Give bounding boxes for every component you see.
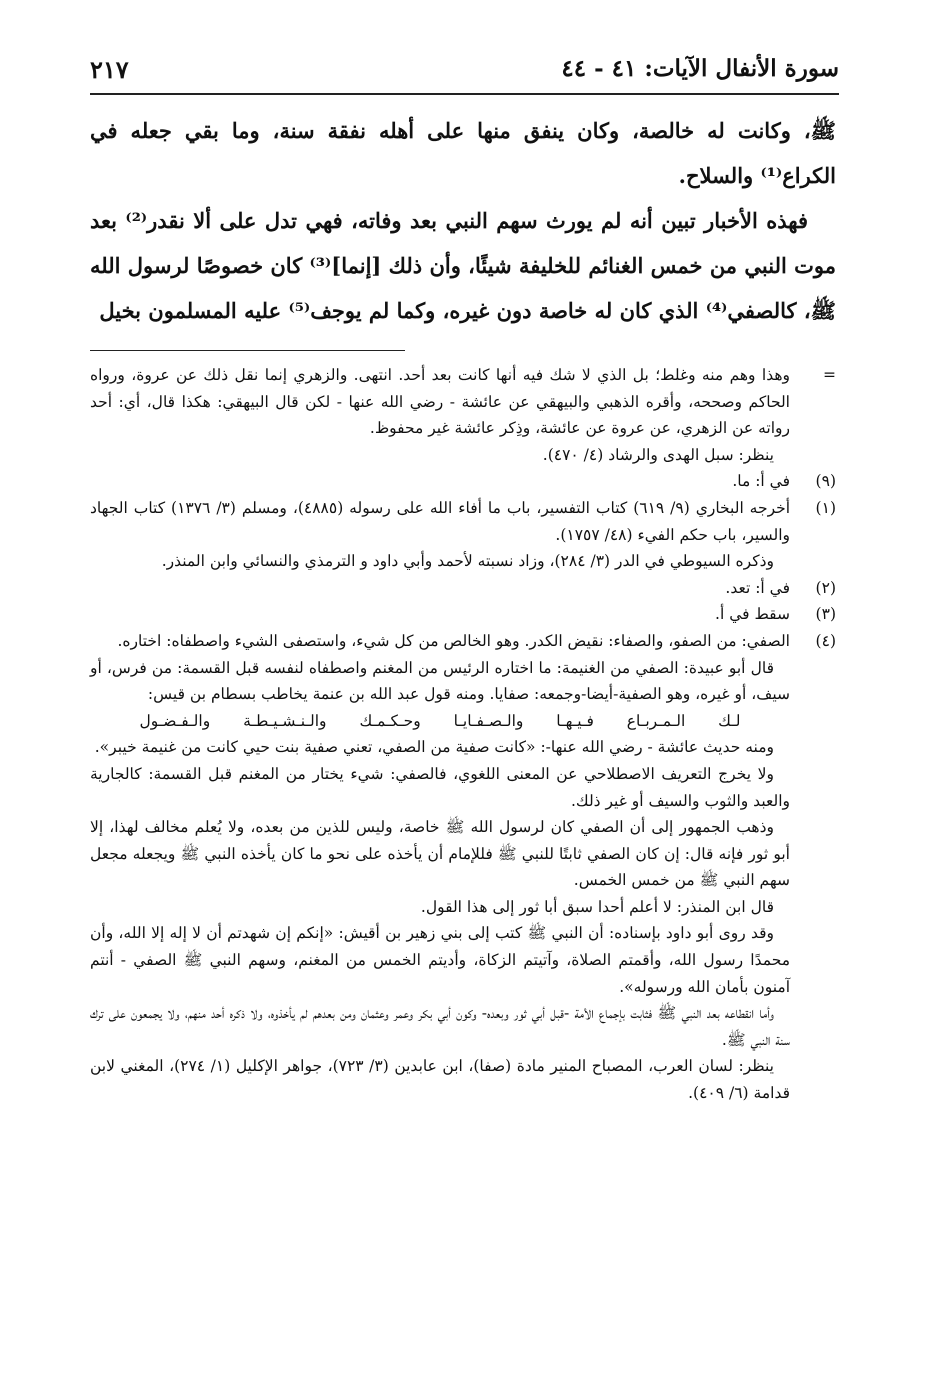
footnote-continuation: ينظر: سبل الهدى والرشاد (٤/ ٤٧٠). (542, 445, 774, 464)
footnote-text: الصفي: من الصفو، والصفاء: نقيض الكدر. وهو الخالص من كل شيء، واستصفى الشيء واصطفاه: اختاره. (117, 631, 790, 650)
footnote-mark: (٣) (815, 605, 836, 624)
footnote-text: في أ: تعد. (725, 578, 790, 597)
footnote-mark: = (823, 366, 836, 384)
running-title: سورة الأنفال الآيات: ٤١ - ٤٤ (561, 55, 839, 82)
footnote-separator (90, 350, 405, 351)
page-header (90, 55, 839, 95)
footnote-4 (90, 628, 836, 655)
footnote-continuation: وأما انقطاعه بعد النبي ﷺ فثابت بإجماع الأمة -قبل أبي ثور وبعده- وكون أبي بكر وعمر وعثمان ومن بعدهم لم يأخذوه، ولا ذكره أحد منهم، ولا يجمعون على ترك سنة النبي ﷺ. (90, 1004, 790, 1049)
footnote-mark: (٢) (815, 578, 836, 597)
footnote-mark: (٩) (815, 472, 836, 491)
footnote-mark: (١) (815, 498, 836, 517)
footnote-1 (90, 495, 836, 548)
footnote-continuation: ولا يخرج التعريف الاصطلاحي عن المعنى اللغوي، فالصفي: شيء يختار من المغنم قبل القسمة: كالجارية والعبد والثوب والسيف أو غير ذلك. (90, 764, 790, 810)
footnote-3 (90, 601, 836, 628)
page-number: ٢١٧ (90, 55, 129, 84)
footnote-text: في أ: ما. (732, 472, 790, 491)
footnote-continuation: ومنه حديث عائشة - رضي الله عنها-: «كانت صفية من الصفي، تعني صفية بنت حيي كانت من غنيمة خيبر». (94, 738, 774, 757)
footnote-continuation: ينظر: لسان العرب، المصباح المنير مادة (صفا)، ابن عابدين (٣/ ٧٢٣)، جواهر الإكليل (١/ ٢٧٤)، المغني لابن قدامة (٦/ ٤٠٩). (90, 1057, 790, 1103)
footnote-text: سقط في أ. (715, 605, 790, 624)
poetry-verse: لـك الـمـربـاع فـيـهـا والـصـفـايـا وحـكـمـك والـنـشـيـطـة والـفـضـول (139, 711, 741, 730)
footnote-continuation: وذهب الجمهور إلى أن الصفي كان لرسول الله ﷺ خاصة، وليس للذين من بعده، ولا يُعلم مخالف لهذا، إلا أبو ثور فإنه قال: إن كان الصفي ثابتًا للنبي ﷺ فللإمام أن يأخذه على نحو ما كان يأخذه النبي ﷺ ويجعله مجعل سهم النبي ﷺ من خمس الخمس. (90, 818, 790, 890)
footnote-text: وهذا وهم منه وغلط؛ بل الذي لا شك فيه أنها كانت بعد أحد. انتهى. والزهري إنما نقل ذلك عن عروة، ورواه الحاكم وصححه، وأقره الذهبي والبيهقي عن عائشة - رضي الله عنها - لكن قال البيهقي: هكذا قال، أي: أحد رواته عن الزهري، عن عروة عن عائشة، وذِكر عائشة غير محفوظ. (90, 366, 790, 438)
footnote-continuation: وذكره السيوطي في الدر (٣/ ٢٨٤)، وزاد نسبته لأحمد وأبي داود و الترمذي والنسائي وابن المنذر. (161, 552, 774, 571)
footnote-continuation: قال أبو عبيدة: الصفي من الغنيمة: ما اختاره الرئيس من المغنم واصطفاه لنفسه قبل القسمة: من فرس، أو سيف، أو غيره، وهو الصفية-أيضا-وجمعه: صفايا. ومنه قول عبد الله بن عنمة يخاطب بسطام بن قيس: (90, 658, 790, 704)
footnote-continuation: وقد روى أبو داود بإسناده: أن النبي ﷺ كتب إلى بني زهير بن أقيش: «إنكم إن شهدتم أن لا إله إلا الله، وأن محمدًا رسول الله، وأقمتم الصلاة، وآتيتم الزكاة، وأديتم الخمس من المغنم، وسهم النبي ﷺ الصفي - أنتم آمنون بأمان الله ورسوله». (90, 924, 790, 996)
footnote-2 (90, 575, 836, 602)
footnote-text: أخرجه البخاري (٩/ ٦١٩) كتاب التفسير، باب ما أفاء الله على رسوله (٤٨٨٥)، ومسلم (٣/ ١٣٧٦) كتاب الجهاد والسير، باب حكم الفيء (٤٨/ ١٧٥٧). (90, 498, 791, 544)
footnote-mark: (٤) (815, 631, 836, 650)
footnote-carryover (90, 362, 836, 442)
main-paragraph: ﷺ، وكانت له خالصة، وكان ينفق منها على أهله نفقة سنة، وما بقي جعله في الكراع⁽¹⁾ والسلاح. (90, 118, 836, 188)
footnote-continuation: قال ابن المنذر: لا أعلم أحدا سبق أبا ثور إلى هذا القول. (420, 897, 774, 916)
main-text (90, 108, 836, 333)
footnote-9 (90, 468, 836, 495)
main-paragraph: فهذه الأخبار تبين أنه لم يورث سهم النبي بعد وفاته، فهي تدل على ألا نقدر⁽²⁾ بعد موت النبي من خمس الغنائم للخليفة شيئًا، وأن ذلك [إنما]⁽³⁾ كان خصوصًا لرسول الله ﷺ، كالصفي⁽⁴⁾ الذي كان له خاصة دون غيره، وكما لم يوجف⁽⁵⁾ عليه المسلمون بخيل (90, 208, 836, 323)
footnotes (90, 362, 836, 1107)
